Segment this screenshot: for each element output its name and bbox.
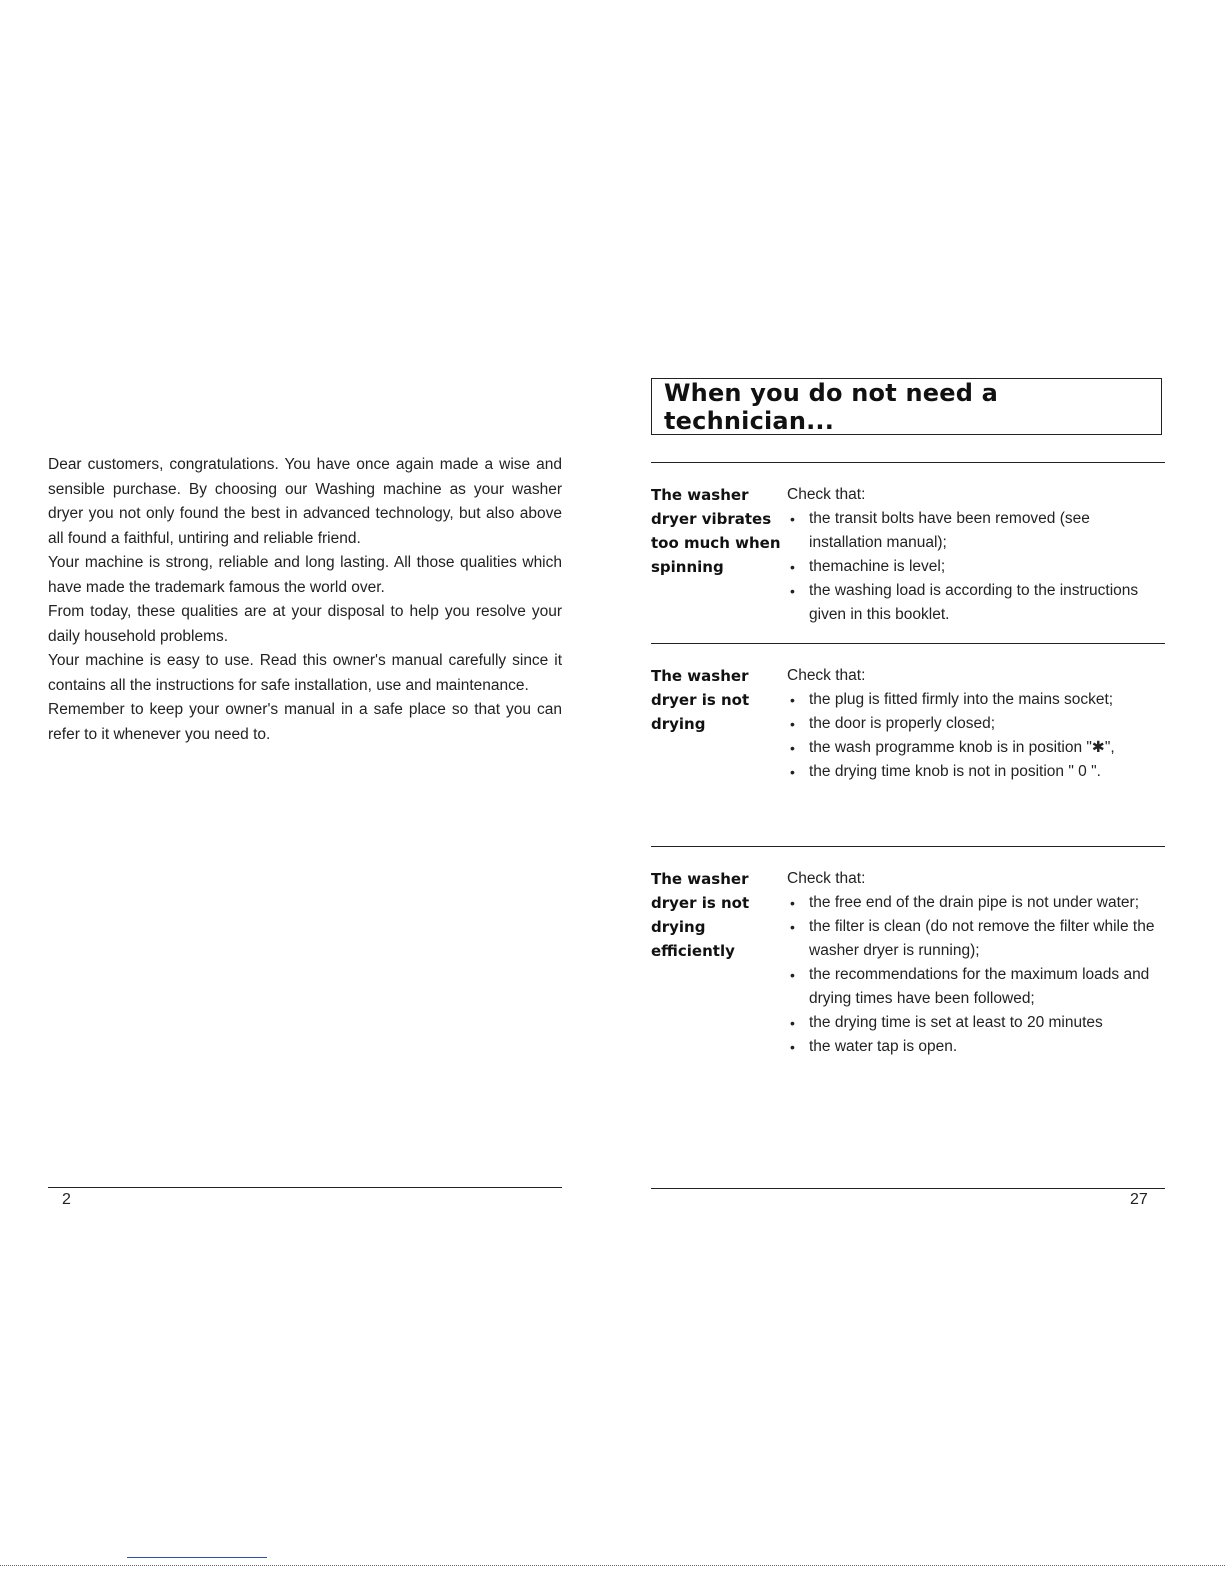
- section-divider: [651, 462, 1165, 463]
- check-intro: Check that:: [787, 870, 866, 887]
- check-item: • the plug is fitted firmly into the mains socket;: [787, 688, 1165, 712]
- right-page-number: 27: [1130, 1191, 1148, 1208]
- troubleshoot-section-not-drying: [651, 643, 1165, 784]
- heading-line: dryer is not: [651, 894, 750, 912]
- check-intro: Check that:: [787, 486, 866, 503]
- check-item: • themachine is level;: [787, 555, 1165, 579]
- section-body: [787, 664, 1165, 784]
- heading-line: drying: [651, 918, 706, 936]
- check-item: • the wash programme knob is in position "✱",: [787, 736, 1165, 760]
- check-item: • the recommendations for the maximum loads and drying times have been followed;: [787, 963, 1165, 1011]
- left-footer-rule: [48, 1187, 562, 1188]
- check-item: • the washing load is according to the instructions given in this booklet.: [787, 579, 1165, 627]
- troubleshoot-section-vibrates: [651, 462, 1165, 627]
- left-page-number: 2: [62, 1191, 71, 1208]
- check-item: • the filter is clean (do not remove the filter while the washer dryer is running);: [787, 915, 1165, 963]
- check-item: • the transit bolts have been removed (see installation manual);: [787, 507, 1165, 555]
- check-list: [787, 507, 1165, 627]
- check-item: • the drying time is set at least to 20 minutes: [787, 1011, 1165, 1035]
- page-title: When you do not need a technician...: [664, 378, 999, 435]
- heading-line: dryer vibrates: [651, 510, 772, 528]
- section-heading: [651, 867, 787, 1059]
- heading-line: spinning: [651, 558, 724, 576]
- check-list: [787, 891, 1165, 1059]
- heading-line: The washer: [651, 870, 749, 888]
- scan-artifact-line: [0, 1565, 1225, 1566]
- intro-text: [48, 453, 562, 747]
- heading-line: drying: [651, 715, 706, 733]
- heading-line: The washer: [651, 667, 749, 685]
- intro-paragraph: Your machine is easy to use. Read this owner's manual carefully since it contains all the instructions for safe installation, use and maintenance.: [48, 652, 562, 694]
- heading-line: dryer is not: [651, 691, 750, 709]
- heading-line: efficiently: [651, 942, 735, 960]
- intro-paragraph: Remember to keep your owner's manual in a safe place so that you can refer to it whenever you need to.: [48, 701, 562, 743]
- section-divider: [651, 643, 1165, 644]
- check-item: • the free end of the drain pipe is not under water;: [787, 891, 1165, 915]
- right-footer-rule: [651, 1188, 1165, 1189]
- section-heading: [651, 483, 787, 627]
- intro-paragraph: From today, these qualities are at your disposal to help you resolve your daily household problems.: [48, 603, 562, 645]
- intro-paragraph: Dear customers, congratulations. You have once again made a wise and sensible purchase. By choosing our Washing machine as your washer dryer you not only found the best in advanced technology, but also above all found a faithful, untiring and reliable friend.: [48, 456, 562, 547]
- section-body: [787, 867, 1165, 1059]
- troubleshoot-section-not-efficient: [651, 846, 1165, 1059]
- intro-paragraph: Your machine is strong, reliable and long lasting. All those qualities which have made the trademark famous the world over.: [48, 554, 562, 596]
- check-item: • the door is properly closed;: [787, 712, 1165, 736]
- scan-artifact-line: [127, 1557, 267, 1558]
- check-intro: Check that:: [787, 667, 866, 684]
- page-title-box: [651, 378, 1162, 435]
- check-item: • the water tap is open.: [787, 1035, 1165, 1059]
- section-divider: [651, 846, 1165, 847]
- check-list: [787, 688, 1165, 784]
- section-heading: [651, 664, 787, 784]
- intro-page: [48, 453, 562, 747]
- section-body: [787, 483, 1165, 627]
- heading-line: too much when: [651, 534, 781, 552]
- heading-line: The washer: [651, 486, 749, 504]
- check-item: • the drying time knob is not in position " 0 ".: [787, 760, 1165, 784]
